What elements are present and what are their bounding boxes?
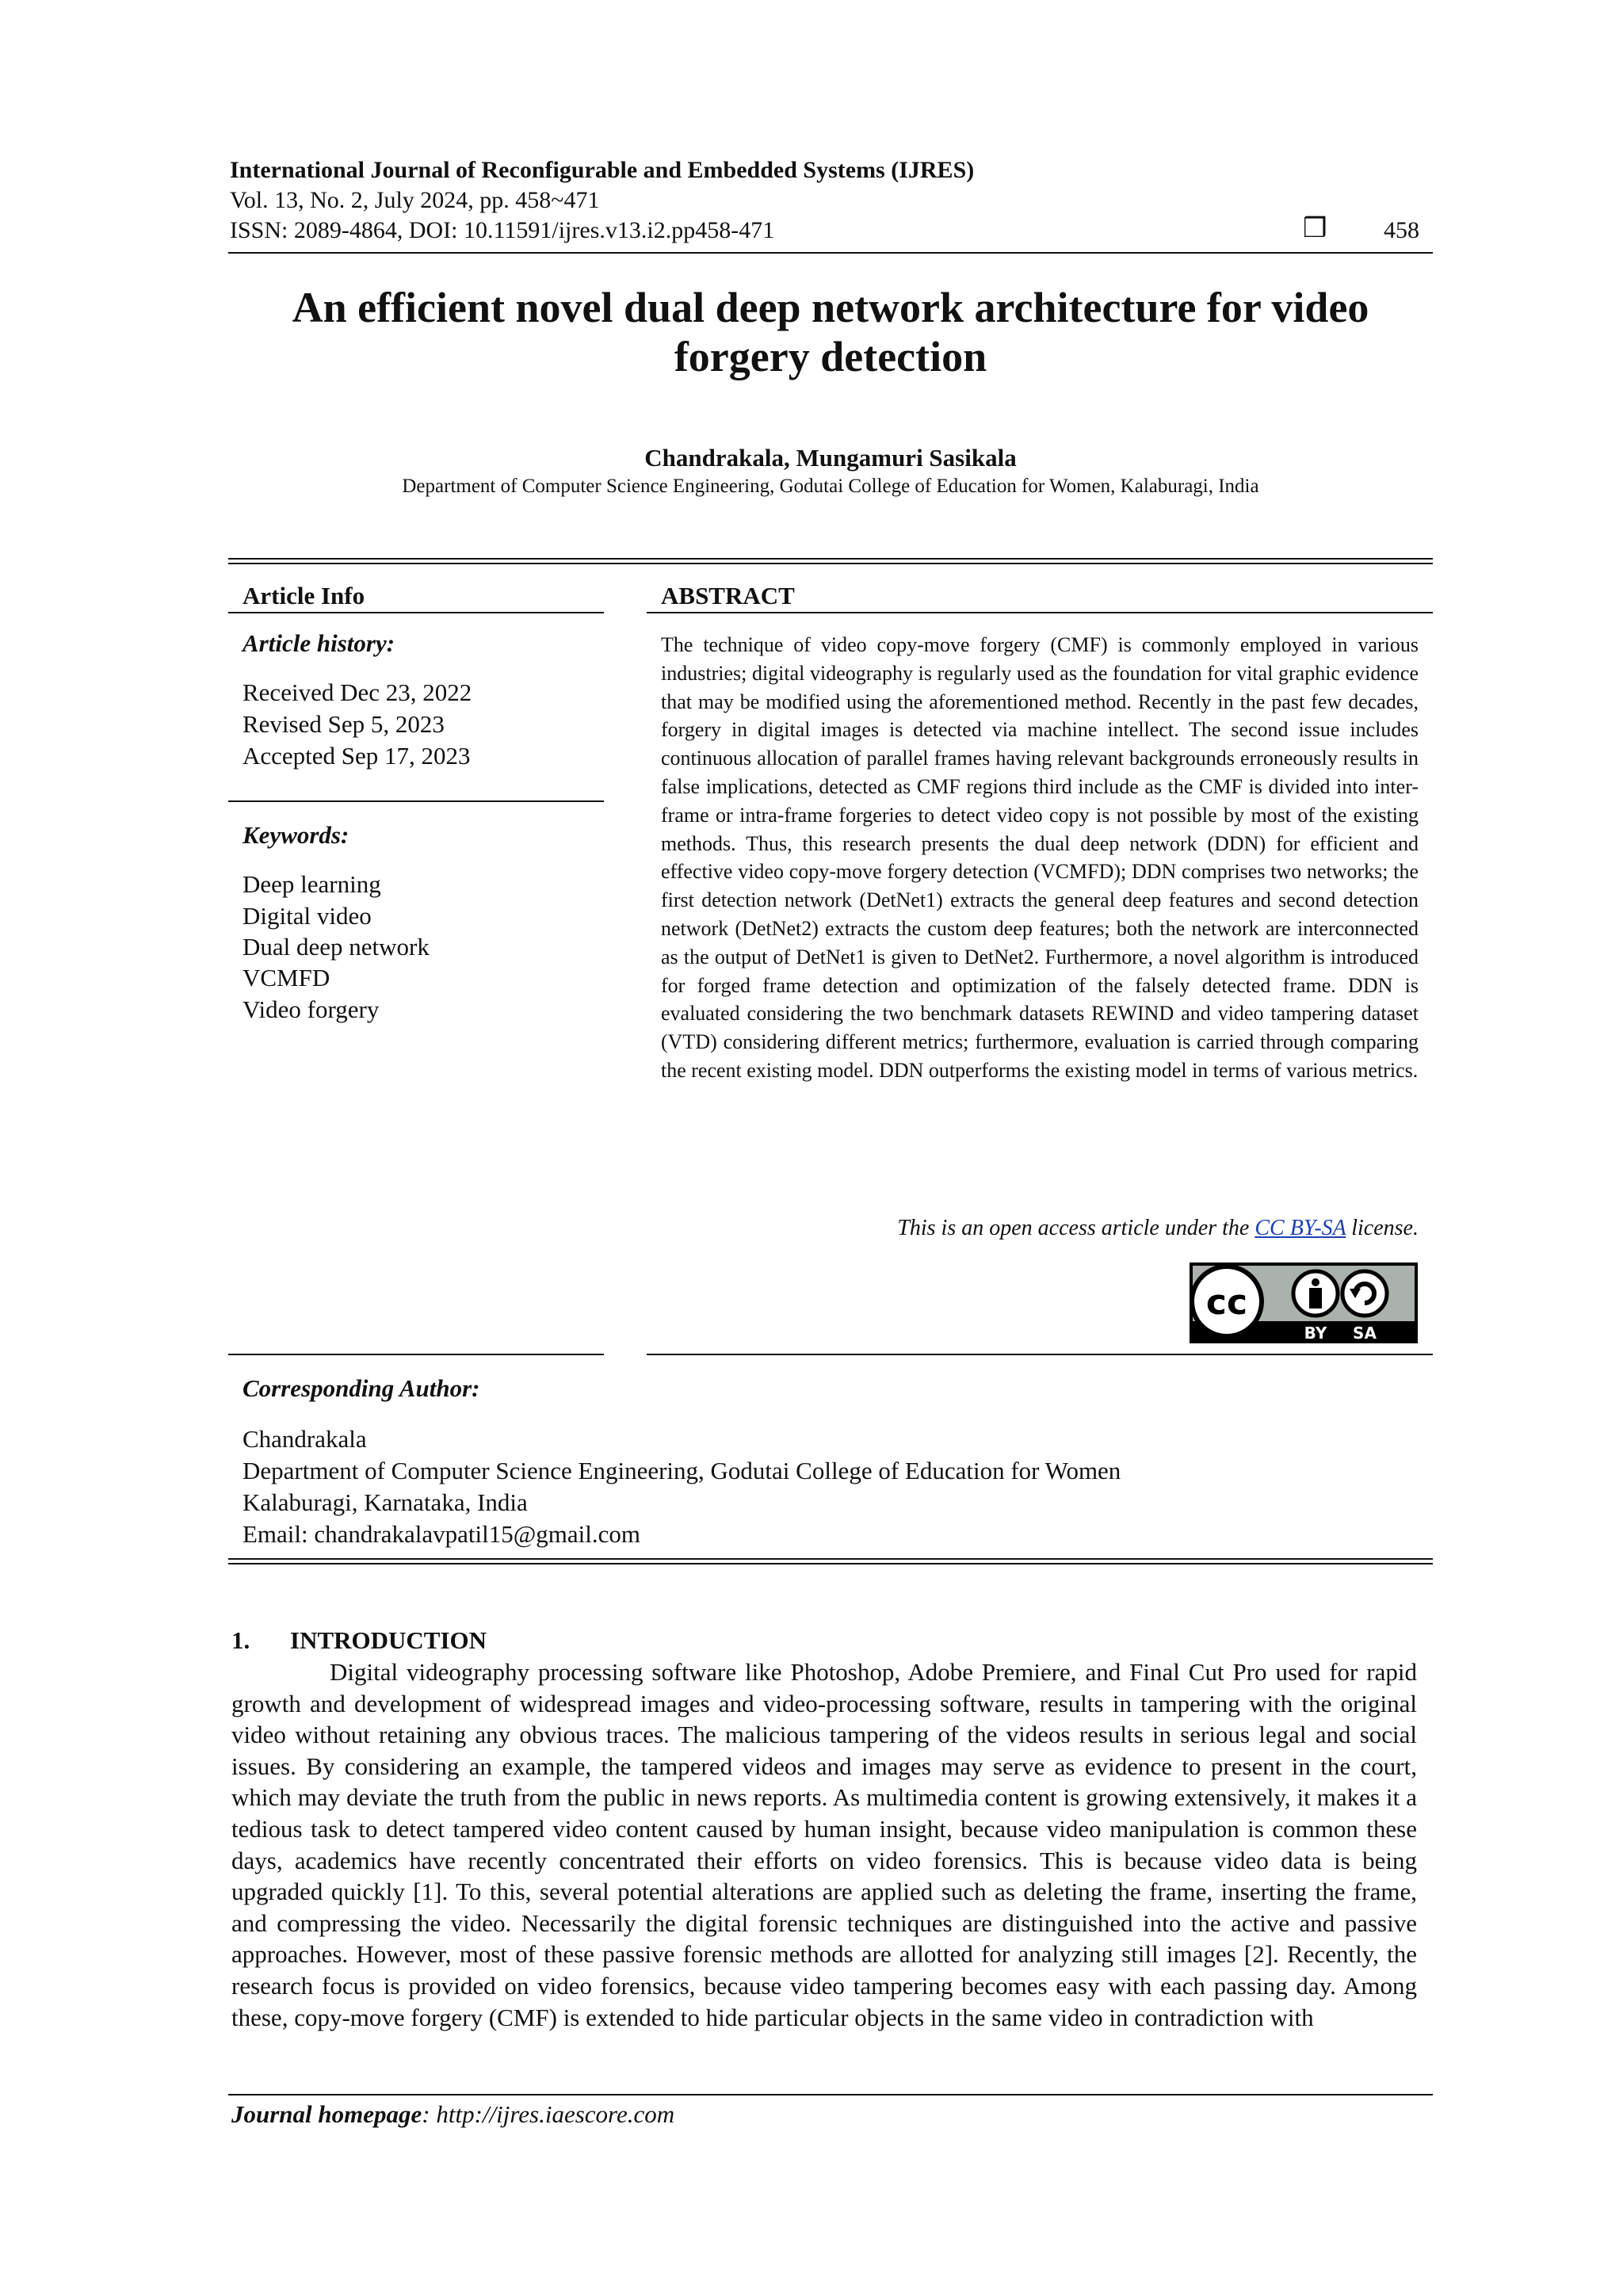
keyword-item: Deep learning bbox=[242, 870, 381, 898]
received-date: Received Dec 23, 2022 bbox=[242, 678, 472, 706]
homepage-label: Journal homepage bbox=[231, 2100, 422, 2128]
keyword-item: Digital video bbox=[242, 902, 372, 930]
cc-by-text: BY bbox=[1304, 1324, 1327, 1343]
corr-bottom-rule-1 bbox=[228, 1558, 1433, 1560]
issn-doi: ISSN: 2089-4864, DOI: 10.11591/ijres.v13.i2.pp458-471 bbox=[230, 217, 775, 243]
volume-info: Vol. 13, No. 2, July 2024, pp. 458~471 bbox=[230, 187, 600, 213]
keyword-item: Video forgery bbox=[242, 995, 380, 1023]
journal-homepage bbox=[231, 2100, 674, 2129]
info-top-rule-1 bbox=[228, 558, 1433, 560]
keyword-item: VCMFD bbox=[242, 964, 330, 991]
license-prefix: This is an open access article under the bbox=[897, 1216, 1255, 1240]
article-info-heading: Article Info bbox=[242, 582, 365, 609]
affiliation: Department of Computer Science Engineering, Godutai College of Education for Women, Kalaburagi, India bbox=[402, 476, 1259, 497]
corresponding-author-heading: Corresponding Author: bbox=[242, 1374, 480, 1402]
corresponding-location: Kalaburagi, Karnataka, India bbox=[242, 1488, 528, 1516]
page-number: 458 bbox=[1384, 217, 1419, 243]
history-rule bbox=[228, 800, 604, 802]
corr-bottom-rule-2 bbox=[228, 1563, 1433, 1564]
article-history-heading: Article history: bbox=[242, 629, 395, 657]
license-statement bbox=[661, 1216, 1419, 1241]
cc-license-graphic bbox=[1189, 1262, 1419, 1344]
corresponding-email: Email: chandrakalavpatil15@gmail.com bbox=[242, 1520, 640, 1548]
license-suffix: license. bbox=[1346, 1216, 1419, 1240]
abstract-rule bbox=[647, 612, 1433, 613]
info-bottom-rule-right bbox=[647, 1354, 1433, 1355]
homepage-url[interactable]: : http://ijres.iaescore.com bbox=[422, 2100, 675, 2128]
paper-title-line-2: forgery detection bbox=[674, 333, 987, 380]
cc-sa-text: SA bbox=[1353, 1324, 1377, 1343]
keywords-heading: Keywords: bbox=[242, 821, 349, 849]
info-bottom-rule-left bbox=[228, 1354, 604, 1355]
header-rule bbox=[228, 252, 1433, 254]
article-info-rule bbox=[228, 612, 604, 613]
corresponding-dept: Department of Computer Science Engineering, Godutai College of Education for Women bbox=[242, 1457, 1121, 1484]
cc-by-sa-link[interactable]: CC BY-SA bbox=[1254, 1216, 1346, 1240]
paper-title-line-1: An efficient novel dual deep network architecture for video bbox=[292, 284, 1369, 331]
keyword-item: Dual deep network bbox=[242, 933, 430, 961]
revised-date: Revised Sep 5, 2023 bbox=[242, 710, 445, 738]
abstract-heading: ABSTRACT bbox=[661, 582, 795, 609]
corresponding-name: Chandrakala bbox=[242, 1425, 367, 1453]
info-top-rule-2 bbox=[228, 563, 1433, 564]
introduction-text: Digital videography processing software like Photoshop, Adobe Premiere, and Final Cut Pro used for rapid growth and development of widespread images and video-processing software, results in tampering with the original video without retaining any obvious traces. The malicious tampering of the videos results in serious legal and social issues. By considering an example, the tampered videos and images may serve as evidence to present in the court, which may deviate the truth from the public in news reports. As multimedia content is growing extensively, it makes it a tedious task to detect tampered video content caused by human insight, because video manipulation is common these days, academics have recently concentrated their efforts on video forensics. This is because video data is being upgraded quickly [1]. To this, several potential alterations are applied such as deleting the frame, inserting the frame, and compressing the video. Necessarily the digital forensic techniques are distinguished into the active and passive approaches. However, most of these passive forensic methods are allotted for analyzing still images [2]. Recently, the research focus is provided on video forensics, because video tampering becomes easy with each passing day. Among these, copy-move forgery (CMF) is extended to hide particular objects in the same video in contradiction with bbox=[231, 1658, 1417, 2031]
cc-text: cc bbox=[1205, 1282, 1248, 1323]
footer-rule bbox=[228, 2094, 1433, 2095]
abstract-text: The technique of video copy-move forgery (CMF) is commonly employed in various industries; digital videography is regularly used as the foundation for vital graphic evidence that may be modified using the aforementioned method. Recently in the past few decades, forgery in digital images is detected via machine intellect. The second issue includes continuous allocation of parallel frames having relevant backgrounds erroneously results in false implications, detected as CMF regions third include as the CMF is divided into inter-frame or intra-frame forgeries to detect video copy is not possible by most of the existing methods. Thus, this research presents the dual deep network (DDN) for efficient and effective video copy-move forgery detection (VCMFD); DDN comprises two networks; the first detection network (DetNet1) extracts the general deep features and second detection network (DetNet2) extracts the custom deep features; both the network are interconnected as the output of DetNet1 is given to DetNet2. Furthermore, a novel algorithm is introduced for forged frame detection and optimization of the falsely detected frame. DDN is evaluated considering the two benchmark datasets REWIND and video tampering dataset (VTD) considering different metrics; furthermore, evaluation is carried through comparing the recent existing model. DDN outperforms the existing model in terms of various metrics. bbox=[661, 633, 1419, 1082]
accepted-date: Accepted Sep 17, 2023 bbox=[242, 742, 471, 770]
introduction-heading: INTRODUCTION bbox=[290, 1626, 487, 1654]
cc-by-sa-badge[interactable] bbox=[1189, 1262, 1419, 1344]
journal-name: International Journal of Reconfigurable and Embedded Systems (IJRES) bbox=[230, 157, 975, 183]
section-number: 1. bbox=[231, 1626, 250, 1654]
box-icon: ❒ bbox=[1303, 214, 1327, 243]
authors: Chandrakala, Mungamuri Sasikala bbox=[644, 444, 1017, 472]
